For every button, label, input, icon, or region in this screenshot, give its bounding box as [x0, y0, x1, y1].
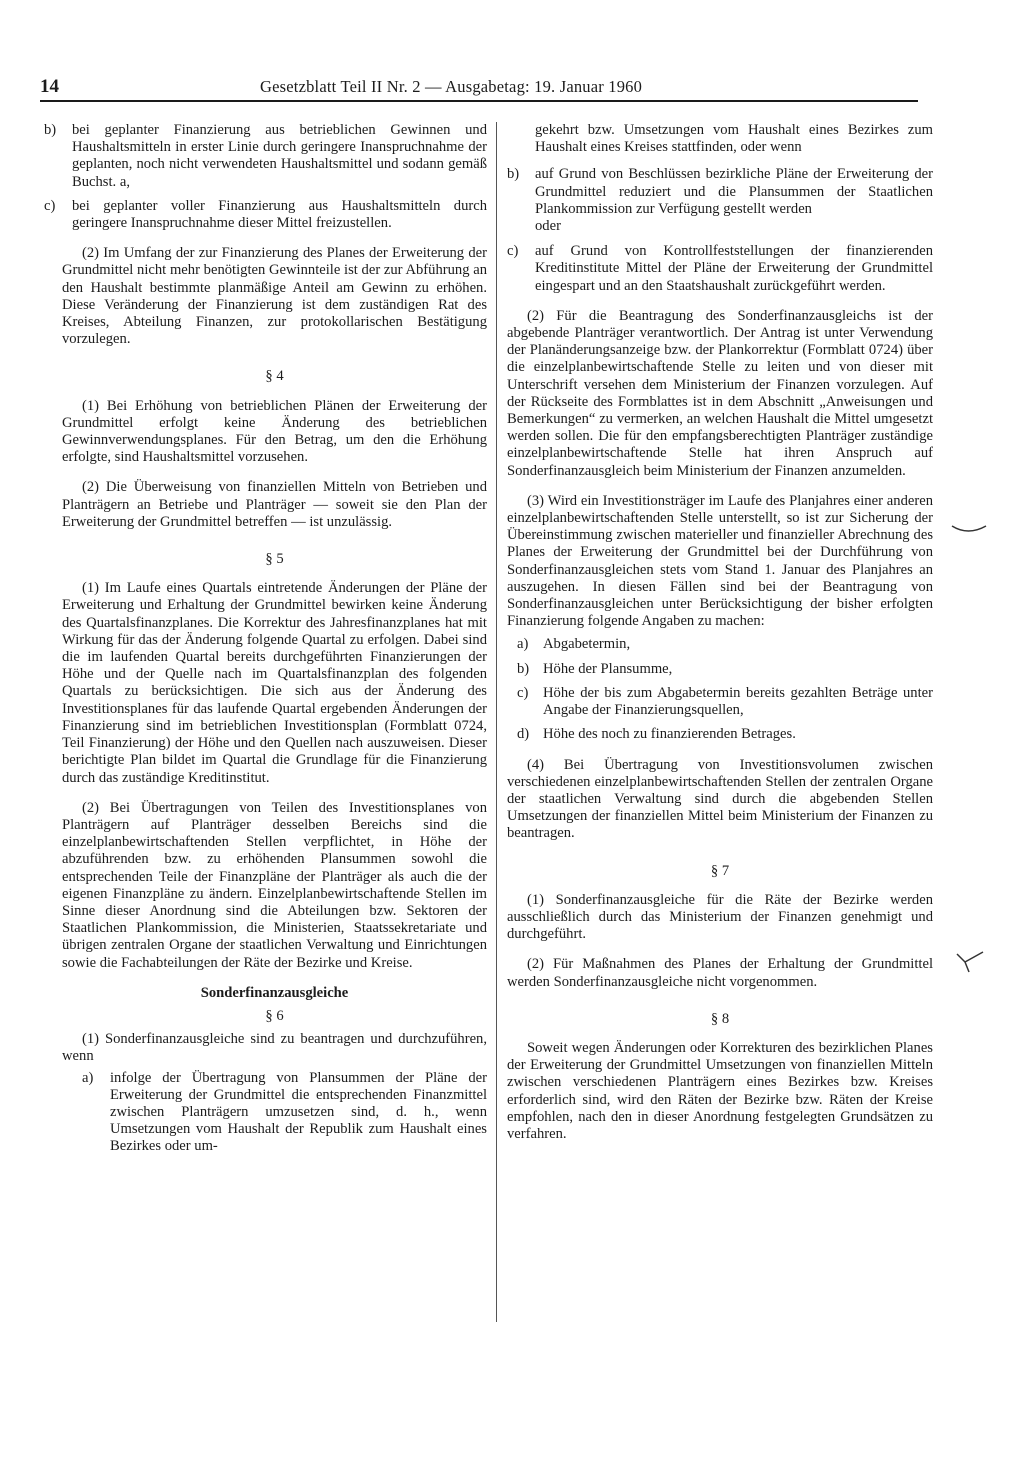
paragraph: (1) Bei Erhöhung von betrieblichen Plänen der Erweiterung der Grundmittel erfolgt keine Änderung des betrieblichen Gewinnverwendungsplanes. Für den Betrag, um den die Erhöhung erfolgte, sind Haushaltsmittel vorzusehen. [62, 397, 487, 466]
right-column [507, 122, 933, 1156]
paragraph: (2) Die Überweisung von finanziellen Mitteln von Betrieben und Planträgern an Betriebe und Planträger — soweit sie den Plan der Erweiterung der Grundmittel betreffen — ist unzulässig. [62, 479, 487, 530]
list-text: infolge der Übertragung von Plansummen der Pläne der Erweiterung der Grundmittel die entsprechenden Finanzmittel zwischen Planträgern umzusetzen sind, d. h., wenn Umsetzungen vom Haushalt der Republik zum Haushalt eines Bezirkes oder um- [110, 1069, 487, 1155]
page-header [40, 76, 918, 102]
section-heading-8: § 8 [710, 1010, 730, 1027]
section-heading-7: § 7 [710, 862, 730, 879]
list-item-a [507, 636, 933, 653]
section-heading-4: § 4 [265, 368, 284, 385]
paragraph: (1) Sonderfinanzausgleiche sind zu beantragen und durchzuführen, wenn [62, 1031, 487, 1065]
gazette-title: Gesetzblatt Teil II Nr. 2 — Ausgabetag: 19. Januar 1960 [260, 77, 643, 96]
list-text: Höhe der bis zum Abgabetermin bereits gezahlten Beträge unter Angabe der Finanzierungsquellen, [543, 684, 933, 719]
list-text: auf Grund von Beschlüssen bezirkliche Pläne der Erweiterung der Grundmittel reduziert und die Plansummen der Staatlichen Plankommission zur Verfügung gestellt werden [535, 166, 933, 217]
list-text: Abgabetermin, [543, 636, 631, 653]
list-text: bei geplanter voller Finanzierung aus Haushaltsmitteln durch geringere Inanspruchnahme dieser Mittel freizustellen. [72, 197, 487, 232]
list-label: d) [517, 726, 530, 743]
left-column [44, 122, 487, 1163]
section-heading-5: § 5 [265, 551, 284, 568]
list-text: bei geplanter Finanzierung aus betrieblichen Gewinnen und Haushaltsmitteln in erster Linie durch geringere Inanspruchnahme der geplanten, noch nicht verwendeten Haushaltsmittel und sodann gemäß Buchst. a, [72, 122, 487, 190]
page-number: 14 [40, 76, 59, 97]
column-divider [496, 122, 497, 1322]
list-text: auf Grund von Kontrollfeststellungen der finanzierenden Kreditinstitute Mittel der Pläne der Erweiterung der Grundmittel eingespart und an den Staatshaushalt zurückgeführt werden. [535, 243, 933, 294]
list-text: Höhe der Plansumme, [543, 660, 673, 677]
section-heading-6: § 6 [265, 1007, 284, 1024]
continued-text: gekehrt bzw. Umsetzungen vom Haushalt eines Bezirkes zum Haushalt eines Kreises stattfinden, oder wenn [535, 122, 933, 156]
paragraph: (2) Im Umfang der zur Finanzierung des Planes der Erweiterung der Grundmittel nicht mehr benötigten Gewinnteile ist der zur Abführung an den Haushalt bestimmte planmäßige Anteil am Gewinn zu erhöhen. Diese Veränderung der Finanzierung ist dem zuständigen Rat des Kreises, Abteilung Finanzen, zur protokollarischen Bestätigung vorzulegen. [62, 245, 487, 348]
list-label: c) [507, 243, 519, 260]
list-item-b [507, 166, 933, 218]
margin-mark-icon [950, 520, 990, 540]
list-label: c) [44, 197, 56, 214]
list-label: b) [44, 122, 57, 138]
list-label: c) [517, 684, 529, 701]
list-item-c [507, 685, 933, 719]
checkmark-icon [955, 950, 987, 974]
or-text: oder [535, 218, 561, 235]
paragraph: (2) Für Maßnahmen des Planes der Erhaltung der Grundmittel werden Sonderfinanzausgleiche nicht vorgenommen. [507, 956, 933, 990]
list-item-c [44, 198, 487, 232]
paragraph: (1) Im Laufe eines Quartals eintretende Änderungen der Pläne der Erweiterung und Erhaltung der Grundmittel bewirken keine Änderung des Quartalsfinanzplanes. Die Korrektur des Jahresfinanzplanes hat mit Wirkung für das der Änderung folgende Quartal zu erfolgen. Dabei sind die im laufenden Quartal bereits durchgeführten Finanzierungen der Höhe und der Quelle nach im Quartalsfinanzplan des folgenden Quartals zu berücksichtigen. Die sich aus der Änderung des Investitionsplanes für das laufende Quartal ergebenden Änderungen der Finanzierung sind im betrieblichen Investitionsplan (Formblatt 0724, Teil Finanzierung) der Höhe und den Quellen nach auszuweisen. Dieser berichtigte Plan bildet im Quartal die Grundlage für die Finanzierung durch das zuständige Kreditinstitut. [62, 580, 487, 786]
subheading: Sonderfinanzausgleiche [200, 984, 349, 1001]
list-item-c [507, 243, 933, 295]
list-item-b [507, 661, 933, 678]
list-item-a [82, 1070, 487, 1156]
list-label: a) [82, 1069, 94, 1086]
list-item-b [44, 122, 487, 191]
list-label: b) [517, 660, 530, 677]
paragraph: (4) Bei Übertragung von Investitionsvolumen zwischen verschiedenen einzelplanbewirtschaftenden Stellen der zentralen Organe der staatlichen Verwaltung sind durch die abgebenden Stellen Umsetzungen der finanziellen Mittel beim Ministerium der Finanzen zu beantragen. [507, 756, 933, 842]
paragraph: (2) Für die Beantragung des Sonderfinanzausgleichs ist der abgebende Planträger verantwortlich. Der Antrag ist unter Verwendung der Planänderungsanzeige bzw. der Plankorrektur (Formblatt 0724) über die einzelplanbewirtschaftende Stelle zu leiten und von dieser mit Unterschrift versehen dem Ministerium der Finanzen vorzulegen. Auf der Rückseite des Formblattes ist in dem Abschnitt „Anweisungen und Bemerkungen“ zu vermerken, an welchen Haushalt die Mittel umgesetzt werden sollen. Die für den empfangsberechtigten Planträger zuständige einzelplanbewirtschaftende Stelle hat ihren Anspruch auf Sonderfinanzausgleich beim Ministerium der Finanzen anzumelden. [507, 307, 933, 479]
paragraph: (3) Wird ein Investitionsträger im Laufe des Planjahres einer anderen einzelplanbewirtschaftenden Stelle unterstellt, so ist zur Sicherung der Übereinstimmung zwischen materieller und finanzieller Abrechnung des Planes der Erweiterung der Grundmittel bei der Durchführung von Sonderfinanzausgleichen stets vom Stand 1. Januar des Planjahres an auszugehen. In diesen Fällen sind bei der Beantragung von Sonderfinanzausgleichen unter Berücksichtigung der bisher erfolgten Finanzierung folgende Angaben zu machen: [507, 492, 933, 630]
paragraph: (1) Sonderfinanzausgleiche für die Räte der Bezirke werden ausschließlich durch das Ministerium der Finanzen genehmigt und durchgeführt. [507, 891, 933, 943]
list-text: Höhe des noch zu finanzierenden Betrages. [543, 726, 796, 743]
list-item-d [507, 726, 933, 743]
paragraph: Soweit wegen Änderungen oder Korrekturen des bezirklichen Planes der Erweiterung der Grundmittel Umsetzungen von finanziellen Mitteln zwischen verschiedenen Planträgern eines Bezirkes bzw. Kreises erforderlich sind, wird den Räten der Bezirke bzw. Räten der Kreise empfohlen, nach den in dieser Anordnung festgelegten Grundsätzen zu verfahren. [507, 1039, 933, 1142]
paragraph: (2) Bei Übertragungen von Teilen des Investitionsplanes von Planträgern auf Planträger desselben Bereichs sind die einzelplanbewirtschaftenden Stellen verpflichtet, in Höhe der abzuführenden bzw. zu erhöhenden Plansummen sowohl die entsprechenden Teile der Finanzpläne der Planträger als auch die der eigenen Finanzpläne zu ändern. Einzelplanbewirtschaftende Stellen im Sinne dieser Anordnung sind die Abteilungen bzw. Sektoren der Staatlichen Plankommission, die Ministerien, Staatssekretariate und übrigen zentralen Organe der staatlichen Verwaltung und Einrichtungen sowie die Fachabteilungen der Räte der Bezirke und Kreise. [62, 799, 487, 971]
list-label: a) [517, 636, 529, 653]
list-label: b) [507, 166, 520, 183]
